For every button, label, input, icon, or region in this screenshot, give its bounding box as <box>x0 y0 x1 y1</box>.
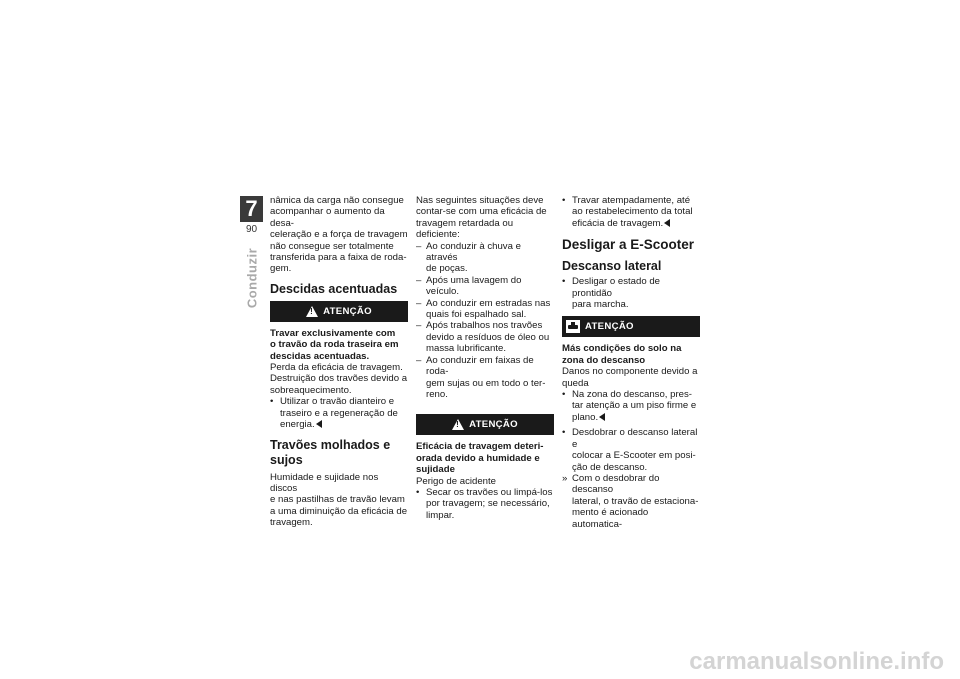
chapter-number: 7 <box>240 196 263 222</box>
text-line: gem. <box>270 263 292 275</box>
list-item <box>416 275 554 298</box>
text-line: Ao conduzir à chuva e através <box>426 240 521 264</box>
warning-banner <box>562 316 700 337</box>
list-item <box>562 389 700 423</box>
chapter-tab <box>240 196 263 240</box>
text-line: limpar. <box>426 509 455 521</box>
text-line: não consegue ser totalmente <box>270 240 394 252</box>
warning-title <box>562 343 700 366</box>
text-line: Más condições do solo na <box>562 343 682 355</box>
list-item <box>562 195 700 229</box>
warning-triangle-icon <box>306 306 318 317</box>
text-line: acompanhar o aumento da desa- <box>270 206 385 229</box>
chapter-title: Conduzir <box>244 247 260 309</box>
text-line: Desdobrar o descanso lateral e <box>572 427 698 450</box>
text-line: mento é acionado automatica- <box>572 507 649 530</box>
text-line: reno. <box>426 388 448 400</box>
warning-banner <box>416 414 554 435</box>
bullet: • <box>270 396 274 408</box>
text-line: Ao conduzir em estradas nas <box>426 297 551 309</box>
vehicle-damage-icon <box>566 320 580 333</box>
text-line: para marcha. <box>572 299 629 311</box>
text-line: travagem. <box>270 517 313 529</box>
molhados-paragraph <box>270 472 408 529</box>
intro-paragraph <box>416 195 554 241</box>
list-item <box>562 276 700 310</box>
text-line: descidas acentuadas. <box>270 350 370 362</box>
text-line: Danos no componente devido a <box>562 366 698 378</box>
text-line: Humidade e sujidade nos discos <box>270 471 379 494</box>
text-line: Nas seguintes situações deve <box>416 195 544 206</box>
text-line <box>572 218 700 229</box>
text-line: ao restabelecimento da total <box>572 206 693 218</box>
column-3 <box>562 195 700 530</box>
text-line: ção de descanso. <box>572 461 648 473</box>
text-line: Ao conduzir em faixas de roda- <box>426 354 534 378</box>
text-line: devido a resíduos de óleo ou <box>426 331 550 343</box>
bullet: • <box>562 427 566 439</box>
text-line: traseiro e a regeneração de <box>280 407 398 419</box>
text-line: por travagem; se necessário, <box>426 498 550 510</box>
warning-label: ATENÇÃO <box>585 321 634 333</box>
list-item <box>562 427 700 473</box>
column-2 <box>416 195 554 521</box>
text-line: lateral, o travão de estaciona- <box>572 495 699 507</box>
result-marker: » <box>562 472 568 484</box>
dash: – <box>416 240 422 252</box>
text-line: queda <box>562 377 589 389</box>
text-line: sobreaquecimento. <box>270 384 352 396</box>
dash: – <box>416 354 422 366</box>
text-line: Com o desdobrar do descanso <box>572 472 660 496</box>
text-line: e nas pastilhas de travão levam <box>270 494 405 506</box>
list-item <box>416 298 554 321</box>
text-line: de poças. <box>426 263 468 275</box>
dash: – <box>416 297 422 309</box>
text-line: Na zona do descanso, pres- <box>572 389 692 401</box>
end-marker-icon <box>664 219 670 227</box>
text-line: Desligar o estado de prontidão <box>572 276 660 299</box>
dash: – <box>416 320 422 332</box>
text-line: quais foi espalhado sal. <box>426 309 527 321</box>
page-number: 90 <box>245 224 258 235</box>
text-line: a uma diminuição da eficácia de <box>270 505 408 517</box>
warning-text <box>270 362 408 396</box>
text-line: tar atenção a um piso firme e <box>572 400 697 412</box>
text-line <box>280 419 408 430</box>
list-item <box>416 241 554 275</box>
text-line: zona do descanso <box>562 354 646 366</box>
text-line: Destruição dos travões devido a <box>270 373 408 385</box>
list-item <box>416 487 554 521</box>
column-1 <box>270 195 408 529</box>
text-line: Travar atempadamente, até <box>572 195 691 206</box>
text-line: Utilizar o travão dianteiro e <box>280 396 395 408</box>
dash: – <box>416 274 422 286</box>
list-item <box>416 320 554 354</box>
text-line: contar-se com uma eficácia de <box>416 206 547 218</box>
text-line: energia. <box>280 419 315 431</box>
text-line: nâmica da carga não consegue <box>270 195 404 206</box>
text-line: Eficácia de travagem deteri- <box>416 441 544 453</box>
heading-molhados: Travões molhados e sujos <box>270 437 391 467</box>
text-line: Após trabalhos nos travões <box>426 320 543 332</box>
warning-text: Perigo de acidente <box>416 475 497 487</box>
bullet: • <box>562 195 566 206</box>
list-item <box>270 396 408 430</box>
text-line: orada devido a humidade e <box>416 452 540 464</box>
warning-label: ATENÇÃO <box>469 419 518 431</box>
warning-triangle-icon <box>452 419 464 430</box>
bullet: • <box>562 389 566 401</box>
text-line: o travão da roda traseira em <box>270 339 399 351</box>
end-marker-icon <box>316 420 322 428</box>
heading-descidas: Descidas acentuadas <box>270 281 398 296</box>
warning-title <box>270 328 408 362</box>
warning-text <box>562 366 700 389</box>
text-line: massa lubrificante. <box>426 343 506 355</box>
bullet: • <box>416 486 420 498</box>
text-line: Secar os travões ou limpá-los <box>426 486 553 498</box>
bullet: • <box>562 276 566 288</box>
text-line: Após uma lavagem do veículo. <box>426 274 522 298</box>
text-line: plano. <box>572 411 599 423</box>
text-line: Perda da eficácia de travagem. <box>270 362 403 374</box>
text-line: celeração e a força de travagem <box>270 229 408 241</box>
text-line: travagem retardada ou deficiente: <box>416 217 514 241</box>
warning-label: ATENÇÃO <box>323 305 372 317</box>
warning-title <box>416 441 554 475</box>
text-line: Travar exclusivamente com <box>270 327 396 339</box>
intro-paragraph <box>270 195 408 275</box>
watermark: carmanualsonline.info <box>689 648 944 675</box>
text-line: eficácia de travagem. <box>572 217 664 229</box>
text-line: gem sujas ou em todo o ter- <box>426 377 546 389</box>
text-line: colocar a E-Scooter em posi- <box>572 450 696 462</box>
warning-banner <box>270 301 408 322</box>
list-item <box>416 355 554 401</box>
text-line: transferida para a faixa de roda- <box>270 252 407 264</box>
end-marker-icon <box>599 413 605 421</box>
heading-descanso: Descanso lateral <box>562 259 662 274</box>
list-item <box>562 473 700 530</box>
heading-desligar: Desligar a E-Scooter <box>562 237 695 253</box>
text-line: sujidade <box>416 464 455 476</box>
text-line <box>572 412 700 423</box>
